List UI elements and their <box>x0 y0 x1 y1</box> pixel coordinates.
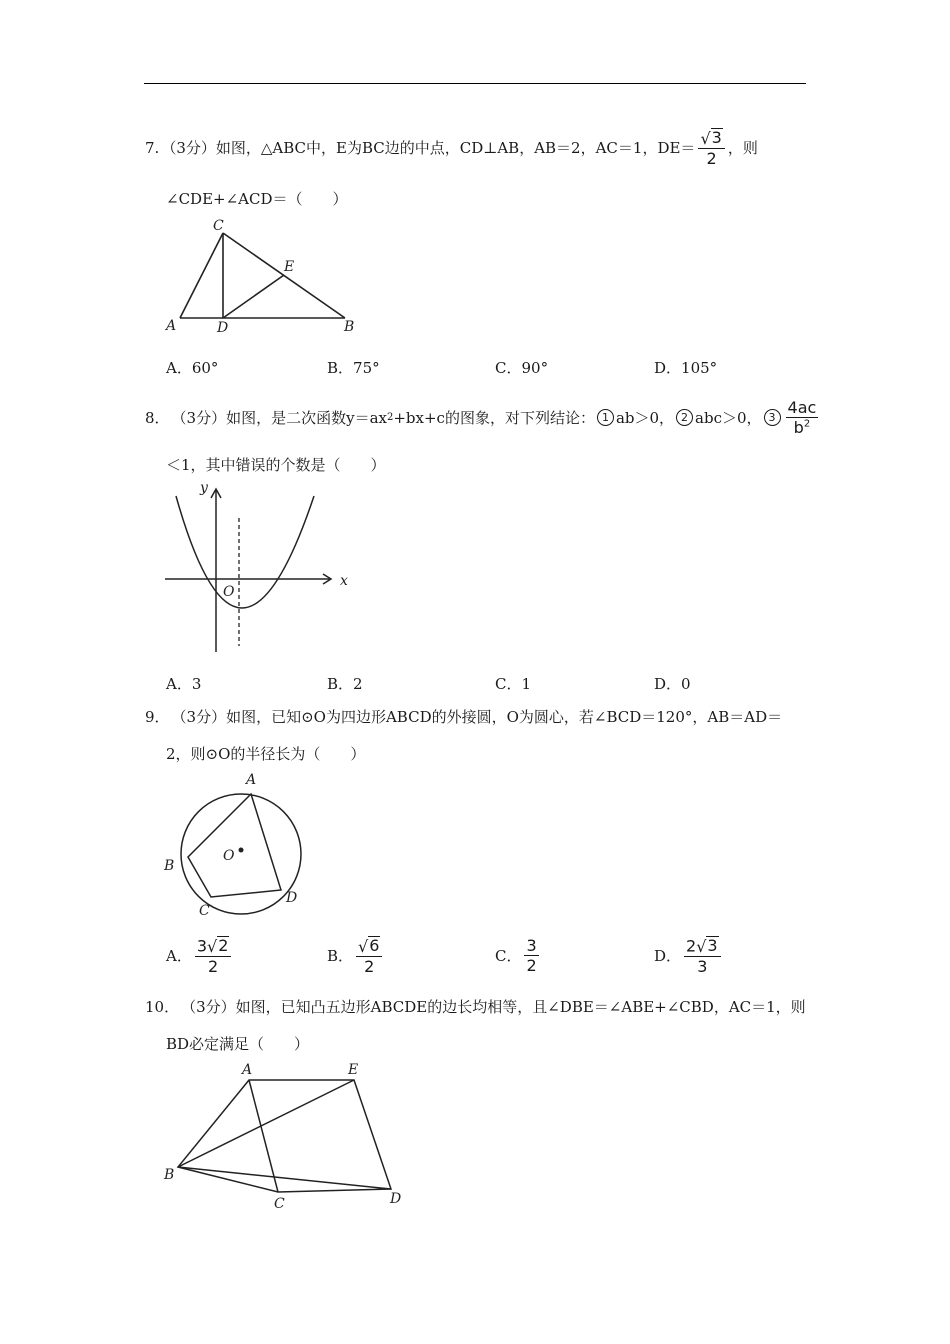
q8-options <box>166 673 766 693</box>
q9-options <box>166 936 766 980</box>
q10-label-d: D <box>390 1191 402 1207</box>
q7-option-d[interactable]: D． 105° <box>654 358 718 377</box>
q9-center-dot <box>239 848 244 853</box>
q7-option-a[interactable]: A． 60° <box>166 358 219 377</box>
q7-label-b: B <box>344 319 355 335</box>
q9-option-b[interactable]: B． √ 6 2 <box>327 936 385 976</box>
q9-label-c: C <box>199 903 210 919</box>
q9-line2: 2，则⊙O的半径长为（ ） <box>166 745 366 763</box>
q7-fraction: √ 3 2 <box>698 128 724 168</box>
q7-label-d: D <box>217 320 229 336</box>
q8-label-o: O <box>223 584 235 600</box>
q10-line2: BD必定满足（ ） <box>166 1035 310 1053</box>
q8-circled-2: 2 <box>676 409 693 426</box>
q10-label-c: C <box>274 1196 285 1212</box>
q7-text-tail: ，则 <box>727 139 758 158</box>
q9-option-d[interactable]: D． 2 √ 3 3 <box>654 936 724 976</box>
q7-label-a: A <box>166 318 177 334</box>
q9-option-a[interactable]: A． 3 √ 2 2 <box>166 936 234 976</box>
q8-circled-1: 1 <box>597 409 614 426</box>
q9-label-o: O <box>223 848 235 864</box>
q7-line1 <box>145 128 758 168</box>
q8-fraction: $\frac{4ac}{b^2}$ <box>787 398 817 438</box>
q8-option-a[interactable]: A． 3 <box>166 674 202 693</box>
q8-label-x: x <box>340 573 348 589</box>
q7-triangle-figure <box>160 215 370 340</box>
q8-line1: 8． （3分）如图，是二次函数y＝ax 2 +bx+c的图象，对下列结论： 1 ab＞0， 2 abc＞0， 3 $\frac{4ac}{b^2}$ <box>145 398 817 438</box>
q7-label-e: E <box>284 259 295 275</box>
q8-line2: ＜1，其中错误的个数是（ ） <box>166 456 386 474</box>
header-rule <box>144 83 806 84</box>
q8-number: 8． <box>145 409 170 428</box>
q9-option-c[interactable]: C． $\frac{3}{2}$ <box>495 936 537 976</box>
q7-number: 7. <box>145 138 160 157</box>
q7-line2: ∠CDE+∠ACD＝（ ） <box>166 190 348 208</box>
q10-label-b: B <box>164 1167 175 1183</box>
q8-circled-3: 3 <box>764 409 781 426</box>
q8-label-y: y <box>200 480 208 496</box>
q9-label-d: D <box>286 890 298 906</box>
q8-option-d[interactable]: D． 0 <box>654 674 691 693</box>
q7-text: （3分）如图，△ABC中，E为BC边的中点，CD⊥AB，AB＝2，AC＝1，DE＝ <box>161 139 696 158</box>
q9-circle-figure <box>160 770 320 920</box>
q9-label-a: A <box>246 772 257 788</box>
q8-option-b[interactable]: B． 2 <box>327 674 363 693</box>
q10-label-e: E <box>348 1062 359 1078</box>
q9-number: 9． <box>145 708 170 726</box>
q10-number: 10． <box>145 998 180 1016</box>
q8-parabola-figure <box>160 478 360 658</box>
q10-line1: 10． （3分）如图，已知凸五边形ABCDE的边长均相等，且∠DBE＝∠ABE+∠CBD，AC＝1，则 <box>145 998 806 1016</box>
q7-options <box>166 357 766 377</box>
q10-label-a: A <box>242 1062 253 1078</box>
q7-option-c[interactable]: C． 90° <box>495 358 549 377</box>
q9-line1: 9． （3分）如图，已知⊙O为四边形ABCD的外接圆，O为圆心，若∠BCD＝120°，AB＝AD＝ <box>145 708 783 726</box>
q7-label-c: C <box>213 218 224 234</box>
q7-option-b[interactable]: B． 75° <box>327 358 380 377</box>
q9-label-b: B <box>164 858 175 874</box>
q10-pentagon-figure <box>160 1058 415 1218</box>
q8-option-c[interactable]: C． 1 <box>495 674 532 693</box>
